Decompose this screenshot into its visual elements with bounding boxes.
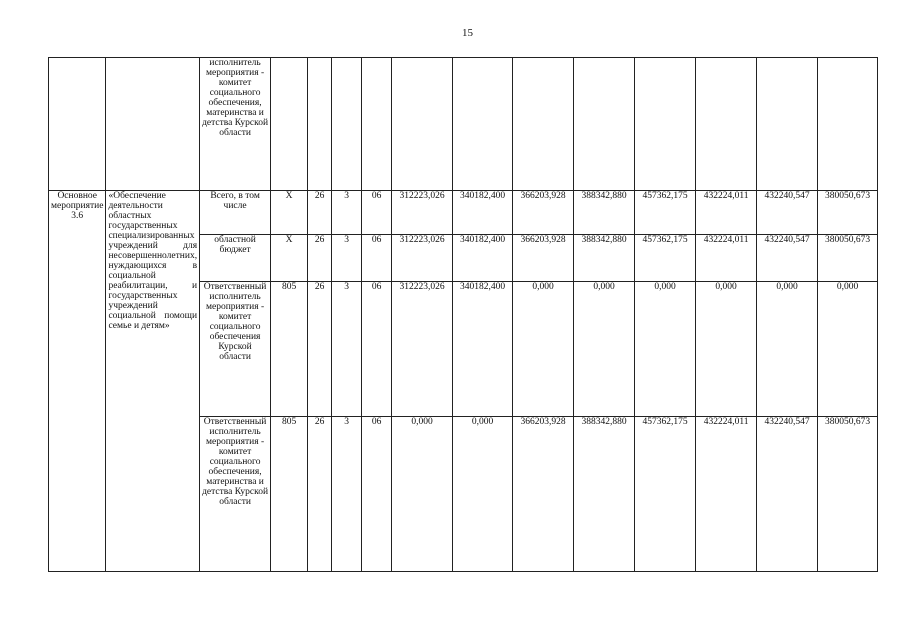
value-cell: 457362,175 (635, 417, 696, 572)
csr-cell: 06 (362, 235, 392, 282)
responsible-cell: Всего, в том числе (200, 191, 271, 235)
event-number: Основное мероприятие 3.6 (49, 191, 106, 572)
pr-cell: 3 (332, 191, 362, 235)
event-name-cell (106, 58, 200, 191)
csr-cell: 06 (362, 417, 392, 572)
value-cell: 432224,011 (696, 191, 757, 235)
value-cell: 457362,175 (635, 191, 696, 235)
table-row (49, 191, 878, 235)
value-cell: 0,000 (818, 282, 878, 417)
responsible-cell: Ответственный исполнитель мероприятия - комитет социального обеспечения, материнства и детства Курской области (200, 417, 271, 572)
grbs-cell: Х (271, 235, 308, 282)
pr-cell: 3 (332, 282, 362, 417)
value-cell: 312223,026 (392, 235, 453, 282)
value-cell: 0,000 (392, 417, 453, 572)
value-cell: 312223,026 (392, 191, 453, 235)
csr-cell: 06 (362, 191, 392, 235)
value-cell: 388342,880 (574, 191, 635, 235)
value-cell: 388342,880 (574, 235, 635, 282)
pr-cell: 3 (332, 235, 362, 282)
value-cell: 366203,928 (513, 235, 574, 282)
value-cell: 340182,400 (453, 235, 513, 282)
value-cell: 0,000 (574, 282, 635, 417)
responsible-cell: Ответственный исполнитель мероприятия - комитет социального обеспечения Курской области (200, 282, 271, 417)
grbs-cell: 805 (271, 417, 308, 572)
value-cell: 366203,928 (513, 417, 574, 572)
event-name: «Обеспечение деятельности областных государственных специализированных учреждений для несовершеннолетних, нуждающихся в социальной реабилитации, и государственных учреждений социальной помощи семье и детям» (106, 191, 200, 572)
responsible-cell: областной бюджет (200, 235, 271, 282)
value-cell: 0,000 (513, 282, 574, 417)
event-number-cell (49, 58, 106, 191)
value-cell: 432240,547 (757, 191, 818, 235)
grbs-cell: Х (271, 191, 308, 235)
value-cell: 432240,547 (757, 417, 818, 572)
responsible-cell: исполнитель мероприятия - комитет социального обеспечения, материнства и детства Курской области (200, 58, 271, 191)
csr-cell: 06 (362, 282, 392, 417)
page-number: 15 (462, 27, 473, 39)
value-cell: 432224,011 (696, 235, 757, 282)
rz-cell: 26 (308, 235, 332, 282)
value-cell: 380050,673 (818, 417, 878, 572)
value-cell: 388342,880 (574, 417, 635, 572)
value-cell: 457362,175 (635, 235, 696, 282)
value-cell: 366203,928 (513, 191, 574, 235)
value-cell: 340182,400 (453, 191, 513, 235)
rz-cell: 26 (308, 282, 332, 417)
value-cell: 0,000 (696, 282, 757, 417)
continuation-row (49, 58, 878, 191)
value-cell: 0,000 (635, 282, 696, 417)
value-cell: 0,000 (757, 282, 818, 417)
budget-table (48, 57, 878, 572)
pr-cell: 3 (332, 417, 362, 572)
rz-cell: 26 (308, 417, 332, 572)
value-cell: 0,000 (453, 417, 513, 572)
value-cell: 432224,011 (696, 417, 757, 572)
grbs-cell: 805 (271, 282, 308, 417)
value-cell: 340182,400 (453, 282, 513, 417)
value-cell: 380050,673 (818, 191, 878, 235)
value-cell: 312223,026 (392, 282, 453, 417)
rz-cell: 26 (308, 191, 332, 235)
value-cell: 432240,547 (757, 235, 818, 282)
value-cell: 380050,673 (818, 235, 878, 282)
